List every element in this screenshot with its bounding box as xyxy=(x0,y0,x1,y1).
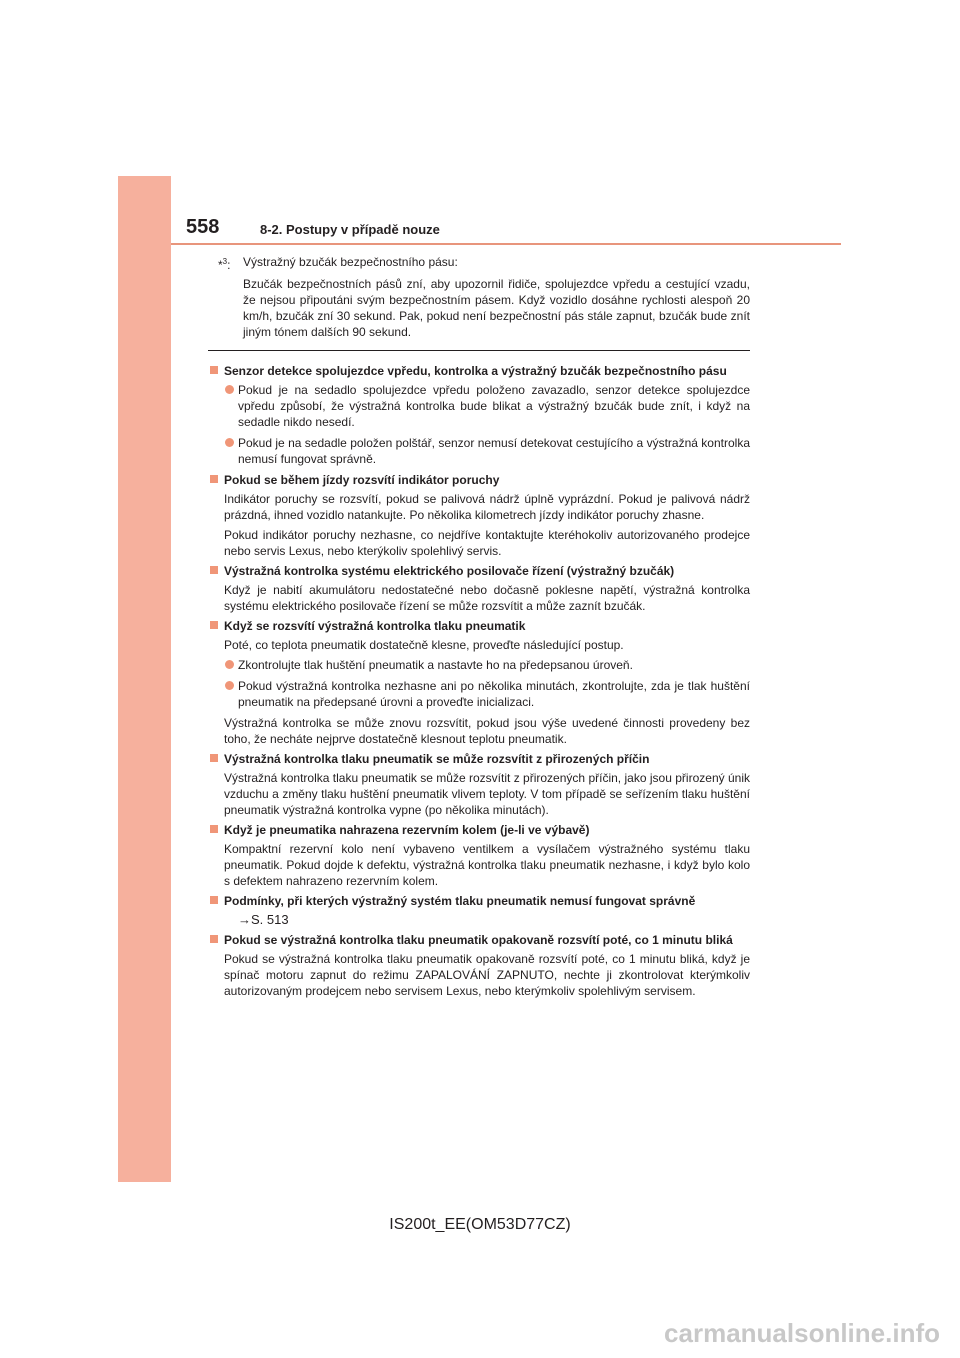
paragraph: Výstražná kontrolka se může znovu rozsvítit, pokud jsou výše uvedené činnosti provedeny bez toho, že necháte nejprve dostatečně klesnout teplotu pneumatik. xyxy=(224,716,750,746)
header-rule xyxy=(171,243,841,245)
square-bullet-icon xyxy=(210,366,218,374)
list-item: Zkontrolujte tlak huštění pneumatik a nastavte ho na předepsanou úroveň. xyxy=(208,657,750,673)
section-spare-tire xyxy=(208,822,750,889)
section-tire-pressure-light xyxy=(208,618,750,747)
paragraph: Pokud indikátor poruchy nezhasne, co nejdříve kontaktujte kteréhokoliv autorizovaného prodejce nebo servis Lexus, nebo kterýkoliv spolehlivý servis. xyxy=(224,528,750,558)
footnote-heading: Výstražný bzučák bezpečnostního pásu: xyxy=(243,255,458,269)
paragraph: Indikátor poruchy se rozsvítí, pokud se palivová nádrž úplně vyprázdní. Pokud je palivová nádrž prázdná, ihned vozidlo natankujte. Po několika kilometrech jízdy indikátor poruchy zhasne. xyxy=(224,492,750,522)
section-heading: Když je pneumatika nahrazena rezervním kolem (je-li ve výbavě) xyxy=(224,823,590,837)
square-bullet-icon xyxy=(210,825,218,833)
section-repeated-flashing xyxy=(208,932,750,999)
square-bullet-icon xyxy=(210,475,218,483)
circle-bullet-icon xyxy=(225,438,234,447)
paragraph: Výstražná kontrolka tlaku pneumatik se může rozsvítit z přirozených příčin, jako jsou přirozený únik vzduchu a změny tlaku huštění pneumatik vlivem teploty. V tom případě se seřízením tlaku huštění pneumatik výstražná kontrolka vypne (po několika minutách). xyxy=(224,771,750,817)
section-conditions xyxy=(208,893,750,928)
list-item: Pokud výstražná kontrolka nezhasne ani po několika minutách, zkontrolujte, zda je tlak huštění pneumatik na předepsané úrovni a proveďte inicializaci. xyxy=(208,678,750,710)
section-natural-causes xyxy=(208,751,750,818)
section-heading: Když se rozsvítí výstražná kontrolka tlaku pneumatik xyxy=(224,619,526,633)
footnote xyxy=(208,254,750,340)
square-bullet-icon xyxy=(210,566,218,574)
square-bullet-icon xyxy=(210,621,218,629)
divider xyxy=(208,350,750,351)
manual-code: IS200t_EE(OM53D77CZ) xyxy=(389,1216,571,1233)
watermark: carmanualsonline.info xyxy=(664,1318,940,1348)
page-number: 558 xyxy=(186,216,220,238)
circle-bullet-icon xyxy=(225,681,234,690)
list-item: Pokud je na sedadle položen polštář, senzor nemusí detekovat cestujícího a výstražná kontrolka nemusí fungovat správně. xyxy=(208,435,750,467)
section-heading: Výstražná kontrolka tlaku pneumatik se může rozsvítit z přirozených příčin xyxy=(224,752,650,766)
section-heading: Pokud se během jízdy rozsvítí indikátor poruchy xyxy=(224,473,500,487)
section-eps-warning xyxy=(208,563,750,614)
circle-bullet-icon xyxy=(225,385,234,394)
section-heading: Výstražná kontrolka systému elektrického posilovače řízení (výstražný bzučák) xyxy=(224,564,675,578)
footnote-text: Bzučák bezpečnostních pásů zní, aby upozornil řidiče, spolujezdce vpředu a cestující vzadu, že nejsou připoutáni svým bezpečnostním pásem. Když vozidlo dosáhne rychlosti alespoň 20 km/h, bzučák zní 30 sekund. Pak, pokud není bezpečnostní pás stále zapnut, bzučák bude znít jiným tónem dalších 90 sekund. xyxy=(243,277,750,339)
square-bullet-icon xyxy=(210,754,218,762)
page-reference-link[interactable]: →S. 513 xyxy=(238,912,289,927)
paragraph: Kompaktní rezervní kolo není vybaveno ventilkem a vysílačem výstražného systému tlaku pneumatik. Pokud dojde k defektu, výstražná kontrolka tlaku pneumatik nezhasne, i když bylo kolo s defektem nahrazeno rezervním kolem. xyxy=(224,842,750,888)
circle-bullet-icon xyxy=(225,660,234,669)
side-tab-bar xyxy=(118,176,171,1182)
square-bullet-icon xyxy=(210,896,218,904)
list-item: Pokud je na sedadlo spolujezdce vpředu položeno zavazadlo, senzor detekce spolujezdce vpředu způsobí, že výstražná kontrolka bude blikat a výstražný bzučák bude znít, i když na sedadle nikdo nesedí. xyxy=(208,382,750,430)
section-heading: Pokud se výstražná kontrolka tlaku pneumatik opakovaně rozsvítí poté, co 1 minutu bliká xyxy=(224,933,733,947)
page-content xyxy=(208,254,750,1003)
paragraph: Když je nabití akumulátoru nedostatečné nebo dočasně poklesne napětí, výstražná kontrolka systému elektrického posilovače řízení se může rozsvítit a může zaznít bzučák. xyxy=(224,583,750,613)
section-heading: Podmínky, při kterých výstražný systém tlaku pneumatik nemusí fungovat správně xyxy=(224,894,696,908)
section-malfunction-indicator xyxy=(208,472,750,559)
section-title: 8-2. Postupy v případě nouze xyxy=(260,222,440,237)
paragraph: Poté, co teplota pneumatik dostatečně klesne, proveďte následující postup. xyxy=(224,638,624,652)
square-bullet-icon xyxy=(210,935,218,943)
section-front-passenger-sensor xyxy=(208,363,750,467)
paragraph: Pokud se výstražná kontrolka tlaku pneumatik opakovaně rozsvítí poté, co 1 minutu bliká, když je spínač motoru zapnut do režimu ZAPALOVÁNÍ ZAPNUTO, nechte ji zkontrolovat kterýmkoliv autorizovaným prodejcem nebo servisem Lexus, nebo kterýmkoliv spolehlivým servisem. xyxy=(224,952,750,998)
section-heading: Senzor detekce spolujezdce vpředu, kontrolka a výstražný bzučák bezpečnostního pásu xyxy=(224,364,727,378)
footnote-marker: *$^3$: xyxy=(218,257,231,272)
